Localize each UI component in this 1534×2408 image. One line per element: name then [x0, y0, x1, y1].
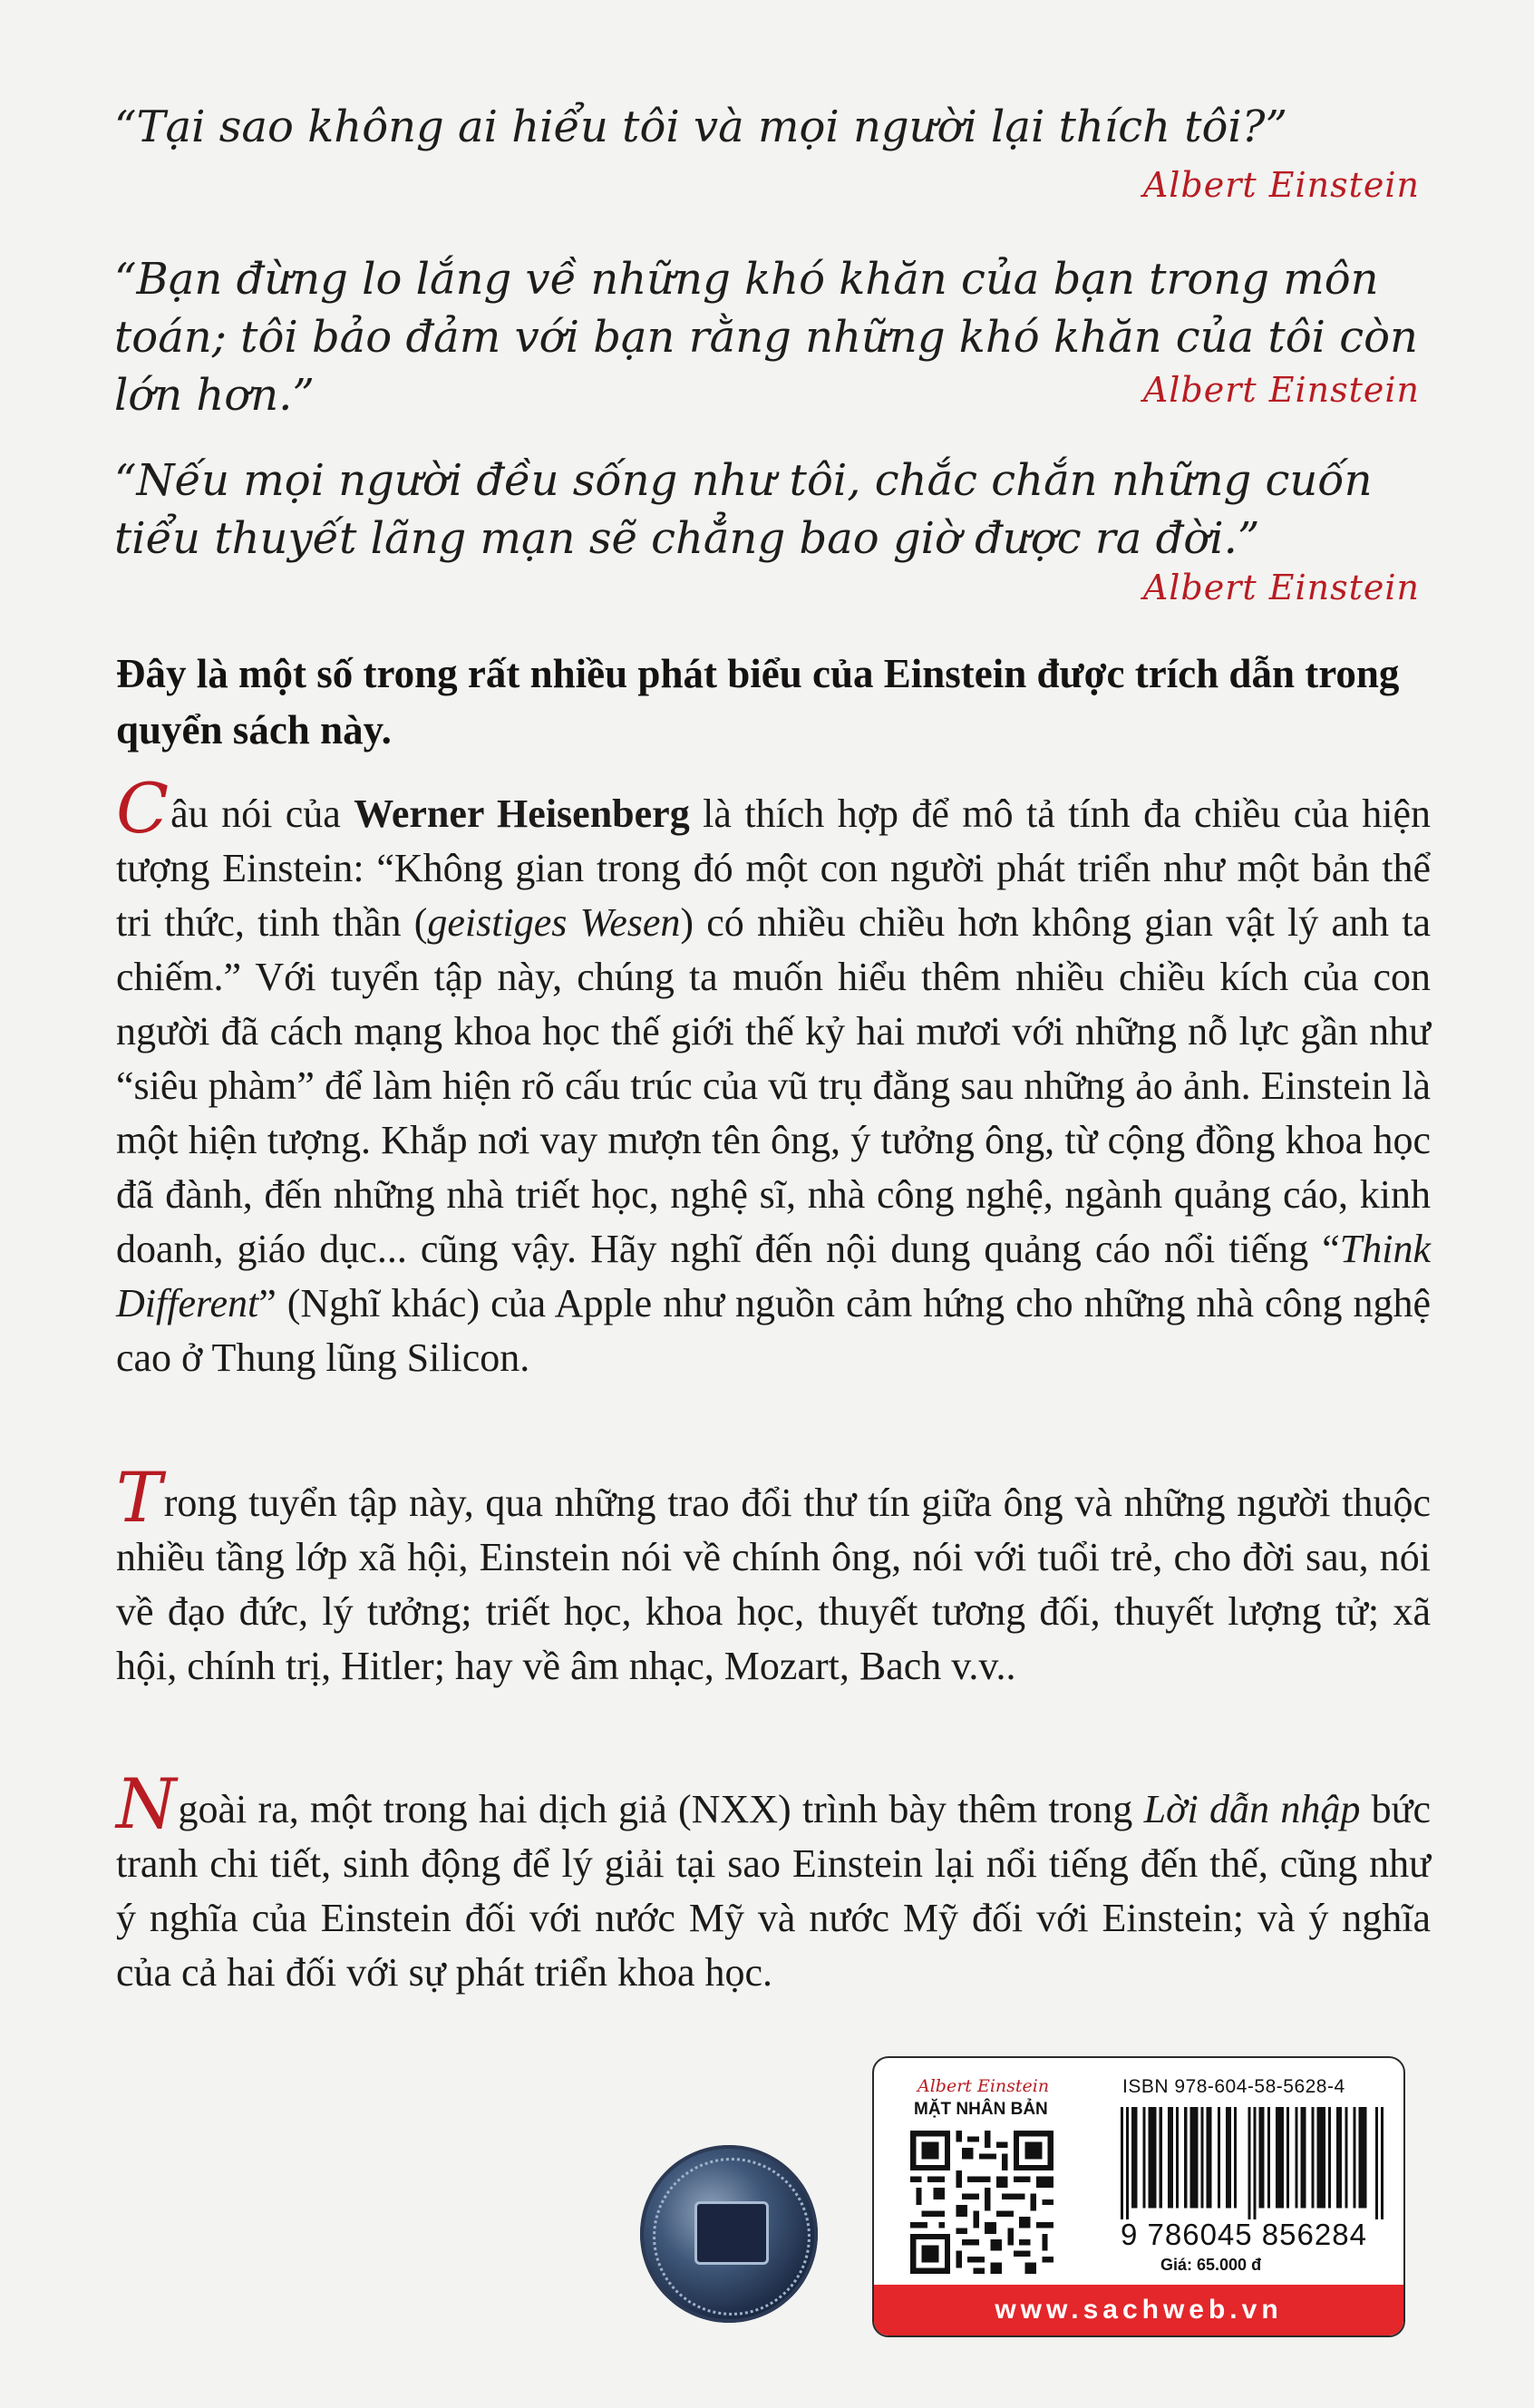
quote-3: “Nếu mọi người đều sống như tôi, chắc chắn những cuốn tiểu thuyết lãng mạn sẽ chẳng bao giờ được ra đời.” — [114, 455, 1373, 564]
para3-text-b: bức tranh chi tiết, sinh động để lý giải tại sao Einstein lại nổi tiếng đến thế, cũng như ý nghĩa của Einstein đối với nước Mỹ và nước Mỹ đối với Einstein; và ý nghĩa của cả hai đối với sự phát triển khoa học. — [116, 1787, 1431, 1995]
para1-name: Werner Heisenberg — [354, 791, 690, 836]
drop-cap: C — [116, 768, 170, 849]
paragraph-collection — [116, 1457, 1431, 1694]
para3-text-a: goài ra, một trong hai dịch giả (NXX) trình bày thêm trong — [178, 1787, 1144, 1831]
hologram-seal — [640, 2145, 818, 2323]
para3-em: Lời dẫn nhập — [1143, 1787, 1361, 1831]
para1-text-a: âu nói của — [170, 791, 354, 836]
quote-2: “Bạn đừng lo lắng về những khó khăn của bạn trong môn toán; tôi bảo đảm với bạn rằng những khó khăn của tôi còn lớn hơn.” — [114, 254, 1418, 421]
quote-3-author: Albert Einstein — [1142, 568, 1420, 607]
drop-cap: N — [116, 1763, 177, 1844]
isbn-card — [872, 2056, 1405, 2337]
qr-code-icon — [910, 2131, 1053, 2274]
paragraph-heisenberg — [116, 768, 1432, 1385]
para1-slogan: Think Different — [116, 1227, 1431, 1325]
para1-text-b: là thích hợp để mô tả tính đa chiều của hiện tượng Einstein: “Không gian trong đó một con người phát triển như một bản thể tri thức, tinh thần ( — [116, 791, 1432, 945]
para1-text-d: ” (Nghĩ khác) của Apple như nguồn cảm hứng cho những nhà công nghệ cao ở Thung lũng Silicon. — [116, 1281, 1431, 1380]
quote-1-author: Albert Einstein — [1142, 165, 1420, 205]
drop-cap: T — [116, 1457, 162, 1538]
card-subtitle: MẶT NHÂN BẢN — [914, 2100, 1048, 2119]
para1-text-c: ) có nhiều chiều hơn không gian vật lý anh ta chiếm.” Với tuyển tập này, chúng ta muốn hiểu thêm nhiều chiều kích của con người đã cách mạng khoa học thế giới thế kỷ hai mươi với những nỗ lực gần như “siêu phàm” để làm hiện rõ cấu trúc của vũ trụ đằng sau những ảo ảnh. Einstein là một hiện tượng. Khắp nơi vay mượn tên ông, ý tưởng ông, từ cộng đồng khoa học đã đành, đến những nhà triết học, nghệ sĩ, nhà công nghệ, ngành quảng cáo, kinh doanh, giáo dục... cũng vậy. Hãy nghĩ đến nội dung quảng cáo nổi tiếng “ — [116, 900, 1431, 1271]
isbn-number: ISBN 978-604-58-5628-4 — [1122, 2076, 1345, 2097]
seal-emblem-icon — [694, 2201, 769, 2265]
quote-1: “Tại sao không ai hiểu tôi và mọi người lại thích tôi?” — [114, 102, 1288, 152]
lead-statement: Đây là một số trong rất nhiều phát biểu của Einstein được trích dẫn trong quyển sách này. — [116, 651, 1400, 752]
paragraph-translator — [116, 1763, 1431, 2000]
para1-term: geistiges Wesen — [427, 900, 681, 945]
barcode-icon — [1121, 2107, 1384, 2219]
website-strip[interactable]: www.sachweb.vn — [874, 2285, 1403, 2335]
para2-text: rong tuyển tập này, qua những trao đổi thư tín giữa ông và những người thuộc nhiều tầng lớp xã hội, Einstein nói về chính ông, nói với tuổi trẻ, cho đời sau, nói về đạo đức, lý tưởng; triết học, khoa học, thuyết tương đối, thuyết lượng tử; xã hội, chính trị, Hitler; hay về âm nhạc, Mozart, Bach v.v.. — [116, 1481, 1431, 1688]
price-label: Giá: 65.000 đ — [1160, 2256, 1262, 2274]
card-signature: Albert Einstein — [917, 2076, 1050, 2096]
barcode-digits: 9 786045 856284 — [1121, 2218, 1367, 2251]
quote-2-author: Albert Einstein — [1142, 370, 1420, 410]
